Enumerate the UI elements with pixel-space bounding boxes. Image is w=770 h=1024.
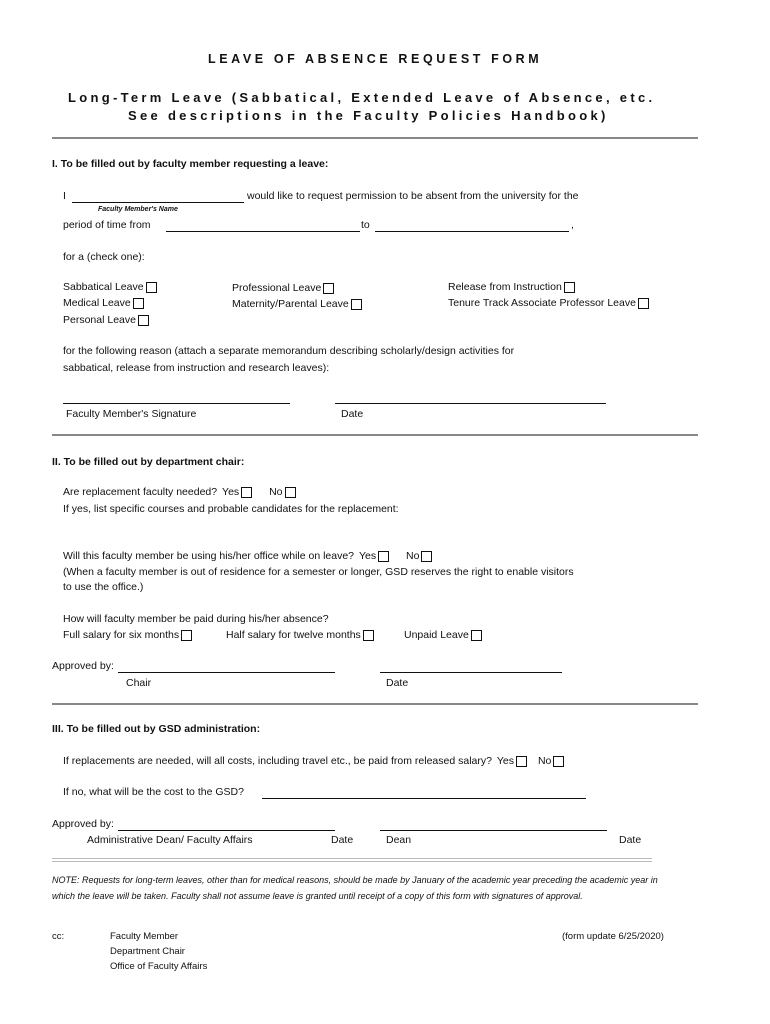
half-salary-checkbox[interactable] xyxy=(363,630,374,641)
period-to: to xyxy=(361,219,370,231)
form-update: (form update 6/25/2020) xyxy=(562,931,664,942)
tenure-checkbox[interactable] xyxy=(638,298,649,309)
sabbatical-checkbox[interactable] xyxy=(146,282,157,293)
costs-question-row xyxy=(63,755,564,767)
release-label: Release from Instruction xyxy=(448,281,562,293)
unpaid-label: Unpaid Leave xyxy=(404,629,469,641)
cost-field[interactable] xyxy=(262,798,586,799)
header-rule xyxy=(52,137,698,139)
form-subtitle-line2: See descriptions in the Faculty Policies Handbook) xyxy=(128,108,609,123)
footer-rule-2 xyxy=(52,861,652,862)
dean-signature-field[interactable] xyxy=(380,830,607,831)
office-note-line2: to use the office.) xyxy=(63,581,144,593)
office-no-label: No xyxy=(406,550,420,562)
date-caption-1: Date xyxy=(341,408,364,420)
replacement-no-checkbox[interactable] xyxy=(285,487,296,498)
costs-question: If replacements are needed, will all costs, including travel etc., be paid from released salary? xyxy=(63,755,492,767)
chair-signature-field[interactable] xyxy=(118,672,335,673)
check-one-label: for a (check one): xyxy=(63,251,145,263)
date-caption-2: Date xyxy=(386,677,409,689)
option-tenure xyxy=(448,297,649,309)
reason-line1: for the following reason (attach a separate memorandum describing scholarly/design activities for xyxy=(63,345,515,357)
cc-label: cc: xyxy=(52,931,65,942)
costs-yes-label: Yes xyxy=(496,755,515,767)
admin-signature-field[interactable] xyxy=(118,830,335,831)
chair-approved-by: Approved by: xyxy=(52,660,114,672)
line1-prefix: I xyxy=(63,190,66,202)
costs-yes-checkbox[interactable] xyxy=(516,756,527,767)
form-subtitle-line1: Long-Term Leave (Sabbatical, Extended Leave of Absence, etc. xyxy=(68,90,656,105)
cc-item: Office of Faculty Affairs xyxy=(110,961,208,972)
faculty-name-caption: Faculty Member's Name xyxy=(98,206,178,213)
period-prefix: period of time from xyxy=(63,219,151,231)
sabbatical-label: Sabbatical Leave xyxy=(63,281,144,293)
half-salary-label: Half salary for twelve months xyxy=(226,629,361,641)
admin-caption: Administrative Dean/ Faculty Affairs xyxy=(87,834,253,846)
section2-heading: II. To be filled out by department chair: xyxy=(52,456,245,468)
faculty-name-field[interactable] xyxy=(72,202,244,203)
office-question-row xyxy=(63,550,432,562)
office-question: Will this faculty member be using his/her office while on leave? xyxy=(63,550,355,562)
full-salary-checkbox[interactable] xyxy=(181,630,192,641)
full-salary-label: Full salary for six months xyxy=(63,629,180,641)
section1-rule xyxy=(52,434,698,436)
period-to-field[interactable] xyxy=(375,231,569,232)
replacement-list: If yes, list specific courses and probable candidates for the replacement: xyxy=(63,503,399,515)
unpaid-checkbox[interactable] xyxy=(471,630,482,641)
release-checkbox[interactable] xyxy=(564,282,575,293)
faculty-date-field[interactable] xyxy=(335,403,606,404)
option-maternity xyxy=(232,298,362,310)
reason-line2: sabbatical, release from instruction and research leaves): xyxy=(63,362,330,374)
option-release xyxy=(448,281,575,293)
personal-label: Personal Leave xyxy=(63,314,136,326)
section2-rule xyxy=(52,703,698,705)
option-sabbatical xyxy=(63,281,157,293)
replacement-no-label: No xyxy=(269,486,283,498)
footer-note: NOTE: Requests for long-term leaves, other than for medical reasons, should be made by January of the academic year preceding the academic year in which the leave will be taken. Faculty shall not assume leave is granted until receipt of a copy of this form with signatures of approval. xyxy=(52,875,658,901)
option-medical xyxy=(63,297,144,309)
chair-date-field[interactable] xyxy=(380,672,562,673)
signature-caption: Faculty Member's Signature xyxy=(66,408,197,420)
option-personal xyxy=(63,314,149,326)
admin-approved-by: Approved by: xyxy=(52,818,114,830)
office-no-checkbox[interactable] xyxy=(421,551,432,562)
option-full-salary xyxy=(63,629,192,641)
replacement-question: Are replacement faculty needed? xyxy=(63,486,218,498)
cc-item: Department Chair xyxy=(110,946,185,957)
period-from-field[interactable] xyxy=(166,231,360,232)
replacement-question-row xyxy=(63,486,296,498)
office-note-line1: (When a faculty member is out of residence for a semester or longer, GSD reserves the right to enable visitors xyxy=(63,566,574,578)
replacement-yes-label: Yes xyxy=(222,486,240,498)
form-title: LEAVE OF ABSENCE REQUEST FORM xyxy=(208,52,543,66)
office-yes-checkbox[interactable] xyxy=(378,551,389,562)
costs-no-checkbox[interactable] xyxy=(553,756,564,767)
option-professional xyxy=(232,282,334,294)
costs-no-label: No xyxy=(537,755,552,767)
maternity-label: Maternity/Parental Leave xyxy=(232,298,349,310)
cc-item: Faculty Member xyxy=(110,931,179,942)
line1-suffix: would like to request permission to be absent from the university for the xyxy=(247,190,579,202)
option-unpaid xyxy=(404,629,482,641)
tenure-label: Tenure Track Associate Professor Leave xyxy=(448,297,636,309)
chair-caption: Chair xyxy=(126,677,152,689)
date-caption-4: Date xyxy=(619,834,642,846)
dean-caption: Dean xyxy=(386,834,412,846)
office-yes-label: Yes xyxy=(358,550,377,562)
section3-heading: III. To be filled out by GSD administration: xyxy=(52,723,261,735)
cost-question: If no, what will be the cost to the GSD? xyxy=(63,786,244,798)
personal-checkbox[interactable] xyxy=(138,315,149,326)
date-caption-3: Date xyxy=(331,834,354,846)
paid-question: How will faculty member be paid during his/her absence? xyxy=(63,613,329,625)
professional-checkbox[interactable] xyxy=(323,283,334,294)
period-suffix: , xyxy=(571,219,574,231)
medical-label: Medical Leave xyxy=(63,297,131,309)
option-half-salary xyxy=(226,629,374,641)
replacement-yes-checkbox[interactable] xyxy=(241,487,252,498)
faculty-signature-field[interactable] xyxy=(63,403,290,404)
maternity-checkbox[interactable] xyxy=(351,299,362,310)
professional-label: Professional Leave xyxy=(232,282,322,294)
section1-heading: I. To be filled out by faculty member requesting a leave: xyxy=(52,158,329,170)
footer-rule-1 xyxy=(52,858,652,859)
medical-checkbox[interactable] xyxy=(133,298,144,309)
